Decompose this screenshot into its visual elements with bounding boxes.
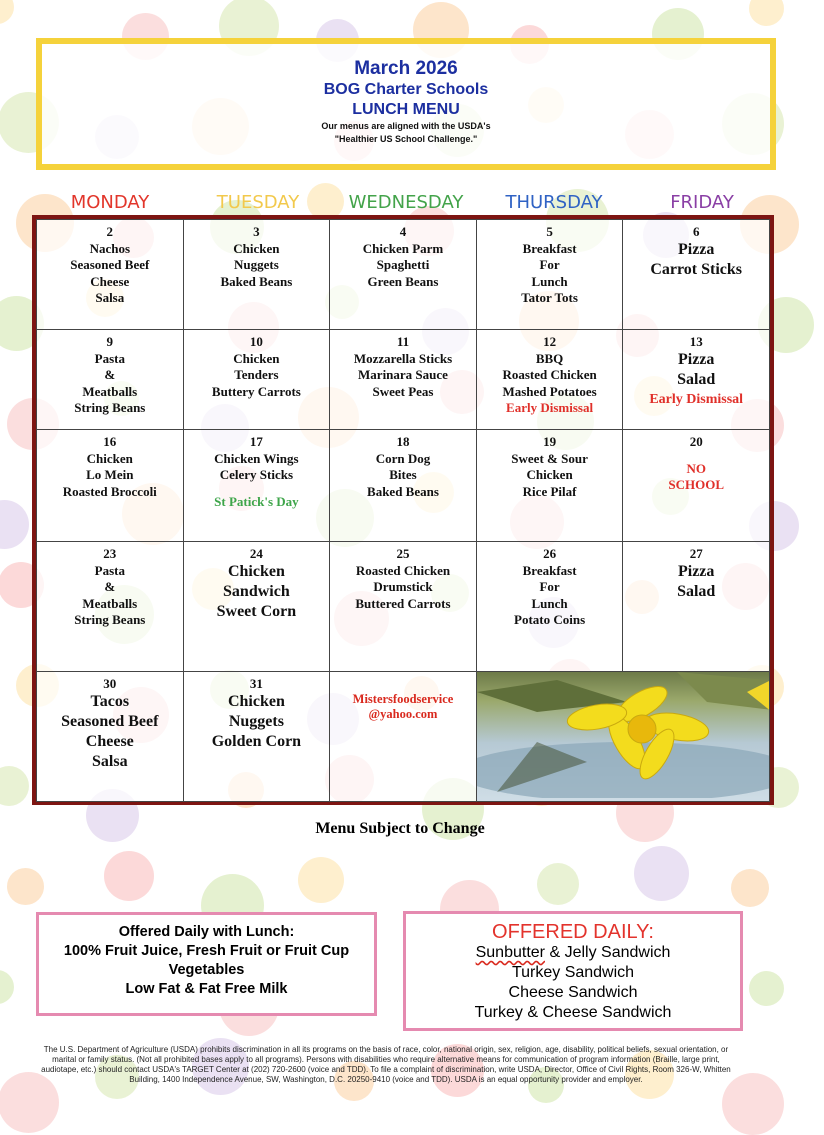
menu-item: Potato Coins xyxy=(514,612,586,627)
cell-spacer xyxy=(624,451,768,461)
fruit-decoration xyxy=(0,500,29,549)
day-cell xyxy=(476,330,623,430)
menu-item: Roasted Chicken xyxy=(355,562,451,578)
sandwich-item: Cheese Sandwich xyxy=(508,984,638,1001)
day-cell xyxy=(476,220,623,330)
email-contact xyxy=(330,672,477,802)
day-number: 17 xyxy=(249,434,263,449)
menu-item: Spaghetti xyxy=(376,257,430,272)
menu-item: For xyxy=(539,257,560,272)
day-number: 25 xyxy=(396,546,410,561)
day-cell xyxy=(37,430,184,542)
menu-item: Buttered Carrots xyxy=(355,595,451,611)
menu-item: Green Beans xyxy=(367,273,439,289)
day-cell xyxy=(330,430,477,542)
usda-disclaimer: The U.S. Department of Agriculture (USDA) prohibits discrimination in all its programs on the basis of race, color, national origin, sex, religion, age, disability, political beliefs, sexual orientation, or marital or family status. (Not all prohibited bases apply to all programs). Persons with disabilities who require alternative means for communication of program information (Braille, large print, audiotape, etc.) should contact USDA's TARGET Center at (202) 720-2600 (voice and TDD). To file a complaint of discrimination, write USDA, Director, Office of Civil Rights, Room 326-W, Whitten Building, 1400 Independence Avenue, SW, Washington, D.C. 20250-9410 (voice and TDD). USDA is an equal opportunity provider and employer. xyxy=(41,1044,731,1084)
menu-item: Tator Tots xyxy=(521,290,578,305)
day-cell xyxy=(330,330,477,430)
fruit-decoration xyxy=(749,971,784,1006)
menu-item: Seasoned Beef xyxy=(61,713,159,730)
day-number: 2 xyxy=(106,224,114,239)
menu-item: For xyxy=(539,579,560,594)
weekday-monday: MONDAY xyxy=(70,192,150,213)
menu-item: Pizza xyxy=(677,351,715,368)
email-line: @yahoo.com xyxy=(368,707,438,721)
menu-item: Mozzarella Sticks xyxy=(353,350,453,366)
menu-item: Tacos xyxy=(90,693,130,710)
menu-item: Baked Beans xyxy=(367,483,439,499)
menu-item: BBQ xyxy=(535,350,564,366)
menu-item: Lunch xyxy=(531,273,568,289)
sandwich-item: Turkey & Cheese Sandwich xyxy=(474,1004,672,1021)
menu-item: Chicken Parm xyxy=(362,240,444,256)
menu-item: Cheese xyxy=(90,273,130,289)
month-title: March 2026 xyxy=(354,58,458,79)
menu-item: Breakfast xyxy=(522,562,577,578)
day-cell xyxy=(330,220,477,330)
menu-item: Roasted Broccoli xyxy=(62,483,157,499)
menu-item: Seasoned Beef xyxy=(70,257,150,272)
menu-item: Nuggets xyxy=(228,713,284,730)
menu-item: Pasta xyxy=(94,562,125,578)
calendar-grid xyxy=(36,219,770,802)
day-cell xyxy=(37,672,184,802)
fruit-decoration xyxy=(731,869,769,907)
day-number: 11 xyxy=(396,334,410,349)
menu-header xyxy=(36,38,776,170)
menu-item: Lunch xyxy=(531,595,568,611)
daffodil-photo xyxy=(476,672,769,802)
menu-item: Sweet Peas xyxy=(372,383,434,399)
day-number: 19 xyxy=(543,434,557,449)
menu-item: Drumstick xyxy=(373,579,433,594)
sandwich-item: Turkey Sandwich xyxy=(511,964,635,981)
menu-item: Rice Pilaf xyxy=(522,483,577,499)
no-school-note: SCHOOL xyxy=(668,477,724,492)
day-cell xyxy=(330,542,477,672)
day-number: 10 xyxy=(249,334,263,349)
day-cell xyxy=(183,220,330,330)
holiday-note: St Patick's Day xyxy=(214,493,299,509)
menu-item: Corn Dog xyxy=(375,450,431,466)
day-number: 18 xyxy=(396,434,410,449)
fruit-decoration xyxy=(0,970,14,1004)
day-cell xyxy=(183,330,330,430)
menu-item: Chicken xyxy=(233,240,280,256)
weekday-thursday: THURSDAY xyxy=(505,192,603,213)
menu-item: Bites xyxy=(389,467,417,482)
weekday-friday: FRIDAY xyxy=(670,192,734,213)
menu-item: Pasta xyxy=(94,350,125,366)
day-cell xyxy=(476,430,623,542)
day-cell xyxy=(37,220,184,330)
menu-item: Salsa xyxy=(92,753,128,770)
fruit-decoration xyxy=(0,766,29,806)
menu-item: Roasted Chicken xyxy=(502,367,597,382)
day-cell xyxy=(623,330,770,430)
menu-item: String Beans xyxy=(74,612,146,627)
menu-item: Cheese xyxy=(85,733,134,750)
menu-item: Sweet & Sour xyxy=(511,450,588,466)
menu-item: Meatballs xyxy=(82,595,138,611)
menu-item: Tenders xyxy=(234,367,279,382)
day-cell xyxy=(476,542,623,672)
menu-item: Golden Corn xyxy=(211,733,302,750)
school-name: BOG Charter Schools xyxy=(323,81,489,98)
usda-note-line2: "Healthier US School Challenge." xyxy=(334,134,478,144)
menu-item: Chicken xyxy=(526,467,573,482)
early-dismissal-note: Early Dismissal xyxy=(506,400,594,415)
no-school-note: NO xyxy=(686,460,706,476)
day-number: 5 xyxy=(546,224,553,239)
day-number: 26 xyxy=(543,546,557,561)
menu-item: Pizza xyxy=(677,241,715,258)
menu-item: Breakfast xyxy=(522,240,577,256)
day-number: 27 xyxy=(689,546,703,561)
fruit-decoration xyxy=(0,0,14,24)
sandwich-item xyxy=(406,943,740,963)
cell-spacer xyxy=(185,484,329,494)
menu-item: Mashed Potatoes xyxy=(502,383,597,399)
menu-item: Buttery Carrots xyxy=(211,383,301,399)
daffodil-image xyxy=(477,672,769,801)
day-number: 13 xyxy=(689,334,703,349)
usda-note-line1: Our menus are aligned with the USDA's xyxy=(321,121,491,131)
menu-item: & xyxy=(104,579,116,594)
menu-item: Nachos xyxy=(89,240,131,256)
fruit-decoration xyxy=(7,868,44,905)
menu-item: Pizza xyxy=(677,563,715,580)
day-cell xyxy=(37,330,184,430)
early-dismissal-note: Early Dismissal xyxy=(649,392,744,407)
day-cell xyxy=(37,542,184,672)
menu-item: & xyxy=(104,367,116,382)
day-number: 24 xyxy=(249,546,263,561)
menu-item: Lo Mein xyxy=(86,467,134,482)
daily-box-line: Low Fat & Fat Free Milk xyxy=(125,981,288,997)
fruit-decoration xyxy=(298,857,344,903)
daily-box-line: Vegetables xyxy=(168,962,245,978)
offered-daily-title: OFFERED DAILY: xyxy=(492,921,654,943)
day-number: 3 xyxy=(253,224,260,239)
weekday-wednesday: WEDNESDAY xyxy=(348,192,464,213)
day-cell xyxy=(623,542,770,672)
day-cell xyxy=(183,672,330,802)
fruit-decoration xyxy=(537,863,579,905)
menu-item: Chicken xyxy=(227,563,285,580)
sunbutter-word: Sunbutter xyxy=(475,944,545,961)
day-number: 30 xyxy=(103,676,117,691)
lunch-calendar xyxy=(32,215,774,805)
offered-daily-with-lunch-box xyxy=(36,912,377,1016)
day-cell xyxy=(183,542,330,672)
offered-daily-sandwich-box xyxy=(403,911,743,1031)
day-cell xyxy=(183,430,330,542)
weekday-tuesday: TUESDAY xyxy=(216,192,300,213)
day-number: 23 xyxy=(103,546,117,561)
menu-item: String Beans xyxy=(74,400,146,415)
sandwich-item-rest: & Jelly Sandwich xyxy=(545,944,671,961)
menu-item: Chicken xyxy=(86,450,133,466)
menu-item: Carrot Sticks xyxy=(650,261,743,278)
menu-item: Chicken xyxy=(227,693,285,710)
menu-item: Salad xyxy=(677,371,716,388)
day-number: 4 xyxy=(399,224,407,239)
day-number: 9 xyxy=(106,334,114,349)
menu-item: Nuggets xyxy=(234,257,279,272)
menu-item: Salad xyxy=(677,583,716,600)
day-cell xyxy=(623,220,770,330)
menu-item: Sweet Corn xyxy=(216,603,297,620)
menu-item: Baked Beans xyxy=(220,273,293,289)
daffodil-icon xyxy=(477,672,769,798)
day-cell xyxy=(623,430,770,542)
day-number: 12 xyxy=(543,334,557,349)
menu-title: LUNCH MENU xyxy=(352,101,460,118)
day-number: 16 xyxy=(103,434,117,449)
menu-item: Salsa xyxy=(95,290,125,305)
daily-box-title: Offered Daily with Lunch: xyxy=(118,924,295,940)
subject-to-change-note: Menu Subject to Change xyxy=(315,820,485,837)
menu-item: Meatballs xyxy=(82,383,138,399)
menu-item: Celery Sticks xyxy=(219,467,294,482)
day-number: 6 xyxy=(692,224,700,239)
email-line: Mistersfoodservice xyxy=(352,692,454,706)
fruit-decoration xyxy=(634,846,689,901)
menu-item: Chicken Wings xyxy=(214,450,299,466)
fruit-decoration xyxy=(749,0,784,26)
day-number: 31 xyxy=(249,676,263,691)
daily-box-line: 100% Fruit Juice, Fresh Fruit or Fruit Cup xyxy=(63,943,350,959)
menu-item: Chicken xyxy=(233,350,280,366)
day-number: 20 xyxy=(689,434,703,449)
menu-item: Sandwich xyxy=(223,583,290,600)
fruit-decoration xyxy=(104,851,154,901)
menu-item: Marinara Sauce xyxy=(358,367,448,382)
